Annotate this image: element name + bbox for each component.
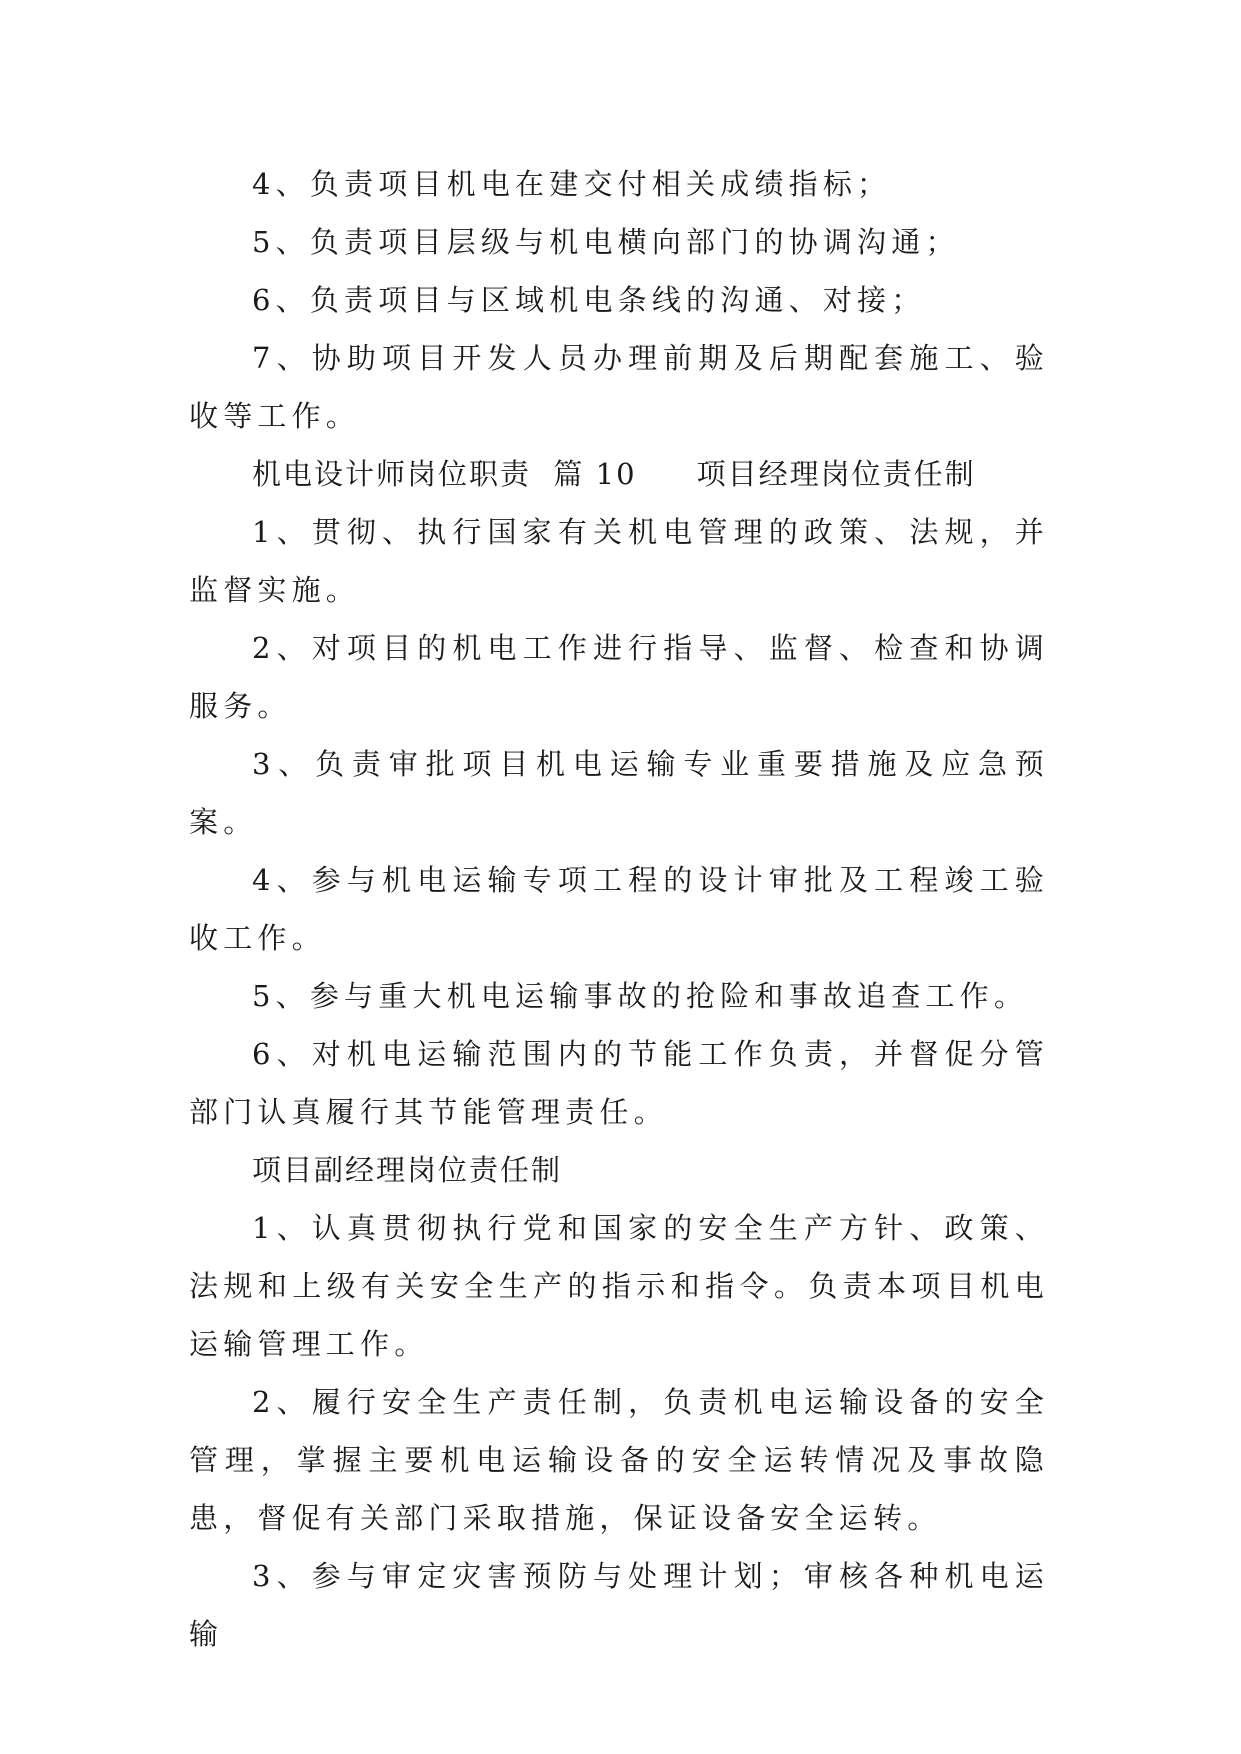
paragraph: 5、参与重大机电运输事故的抢险和事故追查工作。 [252, 979, 1029, 1013]
paragraph: 7、协助项目开发人员办理前期及后期配套施工、验收等工作。 [189, 341, 1049, 433]
document-body [189, 155, 1049, 1663]
paragraph: 1、认真贯彻执行党和国家的安全生产方针、政策、法规和上级有关安全生产的指示和指令。负责本项目机电运输管理工作。 [189, 1211, 1049, 1361]
paragraph: 4、参与机电运输专项工程的设计审批及工程竣工验收工作。 [189, 863, 1049, 955]
paragraph: 2、履行安全生产责任制，负责机电运输设备的安全管理，掌握主要机电运输设备的安全运转情况及事故隐患，督促有关部门采取措施，保证设备安全运转。 [189, 1385, 1049, 1535]
paragraph: 5、负责项目层级与机电横向部门的协调沟通； [252, 225, 960, 259]
paragraph: 2、对项目的机电工作进行指导、监督、检查和协调服务。 [189, 631, 1049, 723]
paragraph: 1、贯彻、执行国家有关机电管理的政策、法规，并监督实施。 [189, 515, 1049, 607]
paragraph: 3、负责审批项目机电运输专业重要措施及应急预案。 [189, 747, 1049, 839]
deputy-heading: 项目副经理岗位责任制 [252, 1153, 563, 1187]
paragraph: 3、参与审定灾害预防与处理计划；审核各种机电运输 [189, 1559, 1049, 1651]
section-heading-left: 机电设计师岗位职责 篇 10 [252, 457, 637, 491]
paragraph: 4、负责项目机电在建交付相关成绩指标； [252, 167, 892, 201]
paragraph: 6、负责项目与区域机电条线的沟通、对接； [252, 283, 926, 317]
paragraph: 6、对机电运输范围内的节能工作负责，并督促分管部门认真履行其节能管理责任。 [189, 1037, 1049, 1129]
section-heading [189, 445, 1049, 503]
section-heading-right: 项目经理岗位责任制 [696, 457, 976, 491]
